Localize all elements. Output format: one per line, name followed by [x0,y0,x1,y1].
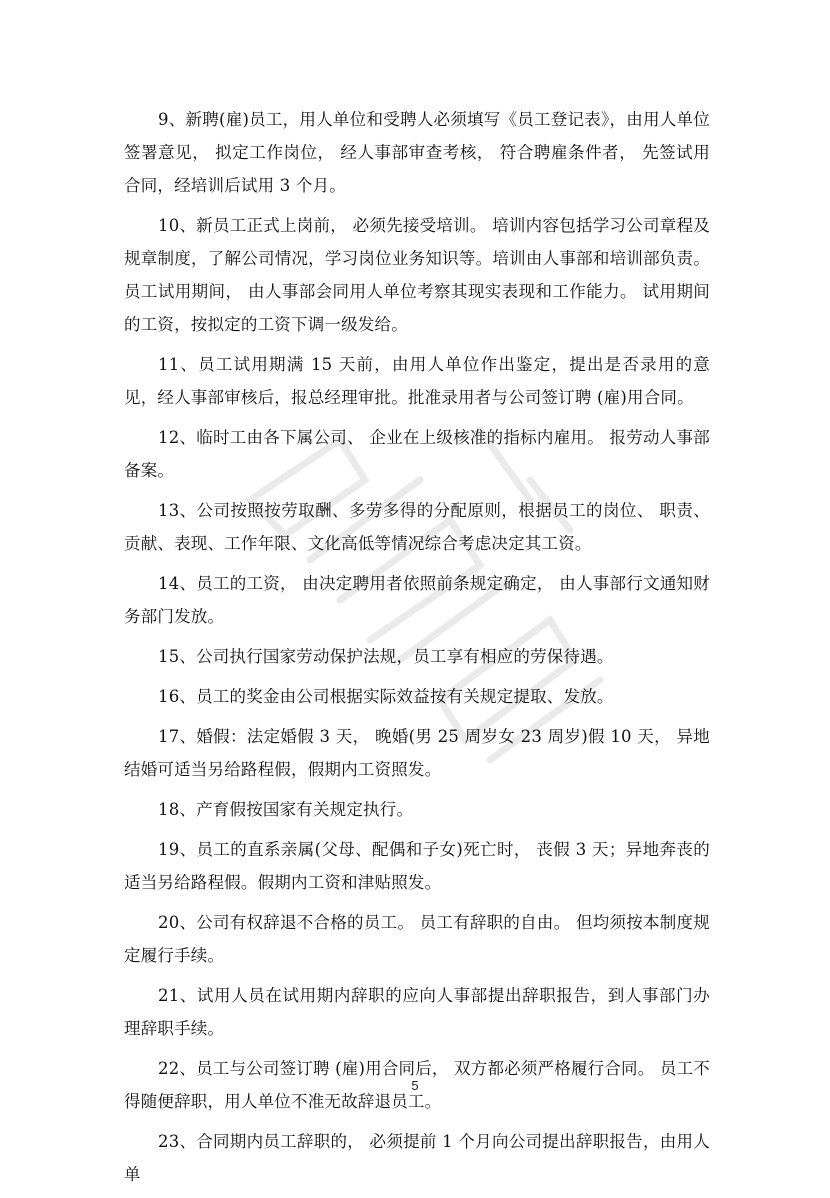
paragraph-13: 13、公司按照按劳取酬、多劳多得的分配原则，根据员工的岗位、 职责、 贡献、表现、工作年限、文化高低等情况综合考虑决定其工资。 [124,501,710,553]
document-body [124,103,710,1198]
paragraph-11: 11、员工试用期满 15 天前，由用人单位作出鉴定，提出是否录用的意见，经人事部审核后，报总经理审批。批准录用者与公司签订聘 (雇)用合同。 [124,355,710,407]
paragraph-17: 17、婚假：法定婚假 3 天， 晚婚(男 25 周岁女 23 周岁)假 10 天， 异地结婚可适当另给路程假，假期内工资照发。 [124,727,710,779]
paragraph-15: 15、公司执行国家劳动保护法规，员工享有相应的劳保待遇。 [158,647,614,666]
page-number: 5 [411,1078,419,1093]
paragraph-12: 12、临时工由各下属公司、 企业在上级核准的指标内雇用。 报劳动人事部备案。 [124,428,710,480]
paragraph-10: 10、新员工正式上岗前， 必须先接受培训。 培训内容包括学习公司章程及规章制度，了解公司情况，学习岗位业务知识等。培训由人事部和培训部负责。员工试用期间， 由人事部会同用人单位考察其现实表现和工作能力。 试用期间的工资，按拟定的工资下调一级发给。 [124,216,710,334]
paragraph-21: 21、试用人员在试用期内辞职的应向人事部提出辞职报告，到人事部门办理辞职手续。 [124,986,710,1038]
paragraph-9: 9、新聘(雇)员工，用人单位和受聘人必须填写《员工登记表》，由用人单位签署意见， 拟定工作岗位， 经人事部审查考核， 符合聘雇条件者， 先签试用合同，经培训后试用 3 个月。 [124,110,710,195]
paragraph-23: 23、合同期内员工辞职的， 必须提前 1 个月向公司提出辞职报告，由用人单 [124,1132,710,1184]
paragraph-16: 16、员工的奖金由公司根据实际效益按有关规定提取、发放。 [158,687,614,706]
paragraph-22: 22、员工与公司签订聘 (雇)用合同后， 双方都必须严格履行合同。 员工不得随便辞职，用人单位不准无故辞退员工。 [124,1059,711,1111]
paragraph-19: 19、员工的直系亲属(父母、配偶和子女)死亡时， 丧假 3 天；异地奔丧的适当另给路程假。假期内工资和津贴照发。 [124,840,710,892]
paragraph-14: 14、员工的工资， 由决定聘用者依照前条规定确定， 由人事部行文通知财务部门发放。 [124,574,710,626]
paragraph-20: 20、公司有权辞退不合格的员工。 员工有辞职的自由。 但均须按本制度规定履行手续。 [124,913,710,965]
paragraph-18: 18、产育假按国家有关规定执行。 [158,800,414,819]
